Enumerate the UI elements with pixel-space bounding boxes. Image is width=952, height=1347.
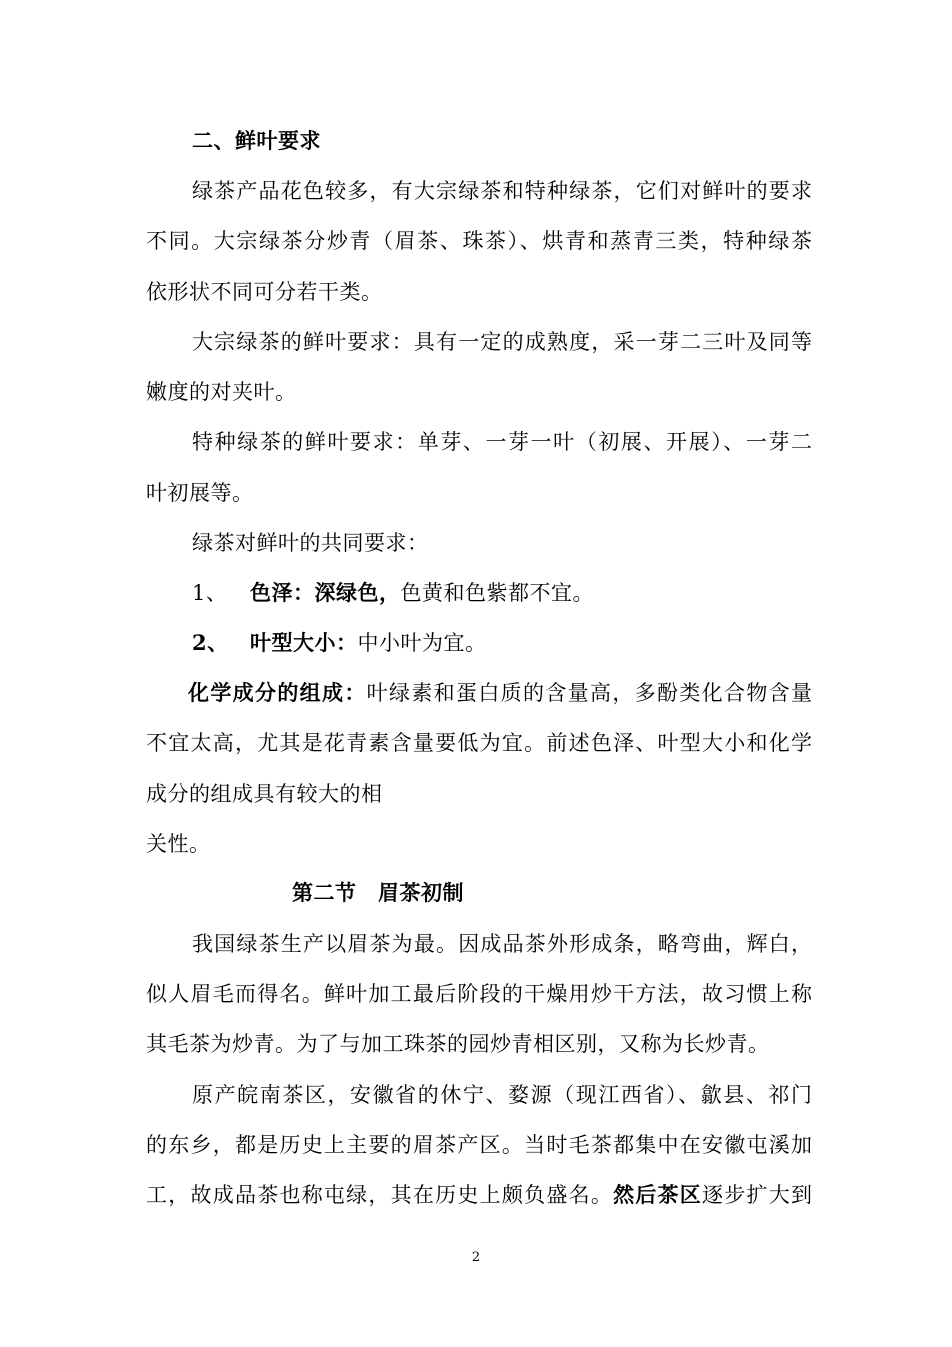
paragraph-common-requirements: 绿茶对鲜叶的共同要求：	[192, 531, 429, 555]
paragraph-chemical-composition-line-3: 成分的组成具有较大的相	[146, 782, 383, 806]
list-item-text: 色黄和色紫都不宜。	[400, 581, 594, 605]
paragraph-origin-line-1: 原产皖南茶区，安徽省的休宁、婺源（现江西省）、歙县、祁门	[192, 1083, 812, 1107]
paragraph-eyebrow-tea-intro-line-1: 我国绿茶生产以眉茶为最。因成品茶外形成条，略弯曲，辉白，	[192, 932, 812, 956]
list-item-text: 中小叶为宜。	[357, 631, 487, 655]
paragraph-special-green-tea-line-1: 特种绿茶的鲜叶要求：单芽、一芽一叶（初展、开展）、一芽二	[192, 430, 812, 454]
paragraph-origin-line-3	[146, 1182, 812, 1208]
paragraph-chemical-composition-line-1	[188, 680, 812, 706]
chemical-composition-label: 化学成分的组成：	[188, 680, 367, 705]
paragraph-green-tea-intro-line-2: 不同。大宗绿茶分炒青（眉茶、珠茶）、烘青和蒸青三类，特种绿茶	[146, 229, 812, 253]
list-item-bold-label: 叶型大小：	[250, 630, 358, 655]
origin-line-3-end: 逐步扩大到	[702, 1183, 813, 1207]
paragraph-special-green-tea-line-2: 叶初展等。	[146, 481, 254, 505]
page-number: 2	[471, 1250, 481, 1265]
paragraph-chemical-composition-line-4: 关性。	[146, 832, 211, 856]
paragraph-bulk-green-tea-line-2: 嫩度的对夹叶。	[146, 380, 297, 404]
heading-fresh-leaf-requirements: 二、鲜叶要求	[192, 128, 321, 153]
paragraph-eyebrow-tea-intro-line-2: 似人眉毛而得名。鲜叶加工最后阶段的干燥用炒干方法，故习惯上称	[146, 982, 812, 1006]
paragraph-green-tea-intro-line-1: 绿茶产品花色较多，有大宗绿茶和特种绿茶，它们对鲜叶的要求	[192, 179, 812, 203]
origin-line-3-bold: 然后茶区	[613, 1182, 703, 1207]
list-item-number: 2、	[192, 630, 229, 655]
paragraph-eyebrow-tea-intro-line-3: 其毛茶为炒青。为了与加工珠茶的园炒青相区别，又称为长炒青。	[146, 1032, 770, 1056]
paragraph-chemical-composition-line-2: 不宜太高，尤其是花青素含量要低为宜。前述色泽、叶型大小和化学	[146, 731, 812, 755]
list-item-leaf-size	[192, 630, 487, 656]
origin-line-3-start: 工，故成品茶也称屯绿，其在历史上颇负盛名。	[146, 1183, 614, 1207]
section-title-eyebrow-tea: 第二节 眉茶初制	[292, 880, 464, 905]
paragraph-bulk-green-tea-line-1: 大宗绿茶的鲜叶要求：具有一定的成熟度，采一芽二三叶及同等	[192, 330, 812, 354]
list-item-bold-label: 色泽：深绿色，	[250, 580, 401, 605]
chemical-composition-text: 叶绿素和蛋白质的含量高，多酚类化合物含量	[366, 681, 813, 705]
list-item-color	[192, 580, 594, 606]
paragraph-green-tea-intro-line-3: 依形状不同可分若干类。	[146, 280, 383, 304]
list-item-number: 1、	[192, 581, 228, 605]
paragraph-origin-line-2: 的东乡，都是历史上主要的眉茶产区。当时毛茶都集中在安徽屯溪加	[146, 1133, 812, 1157]
